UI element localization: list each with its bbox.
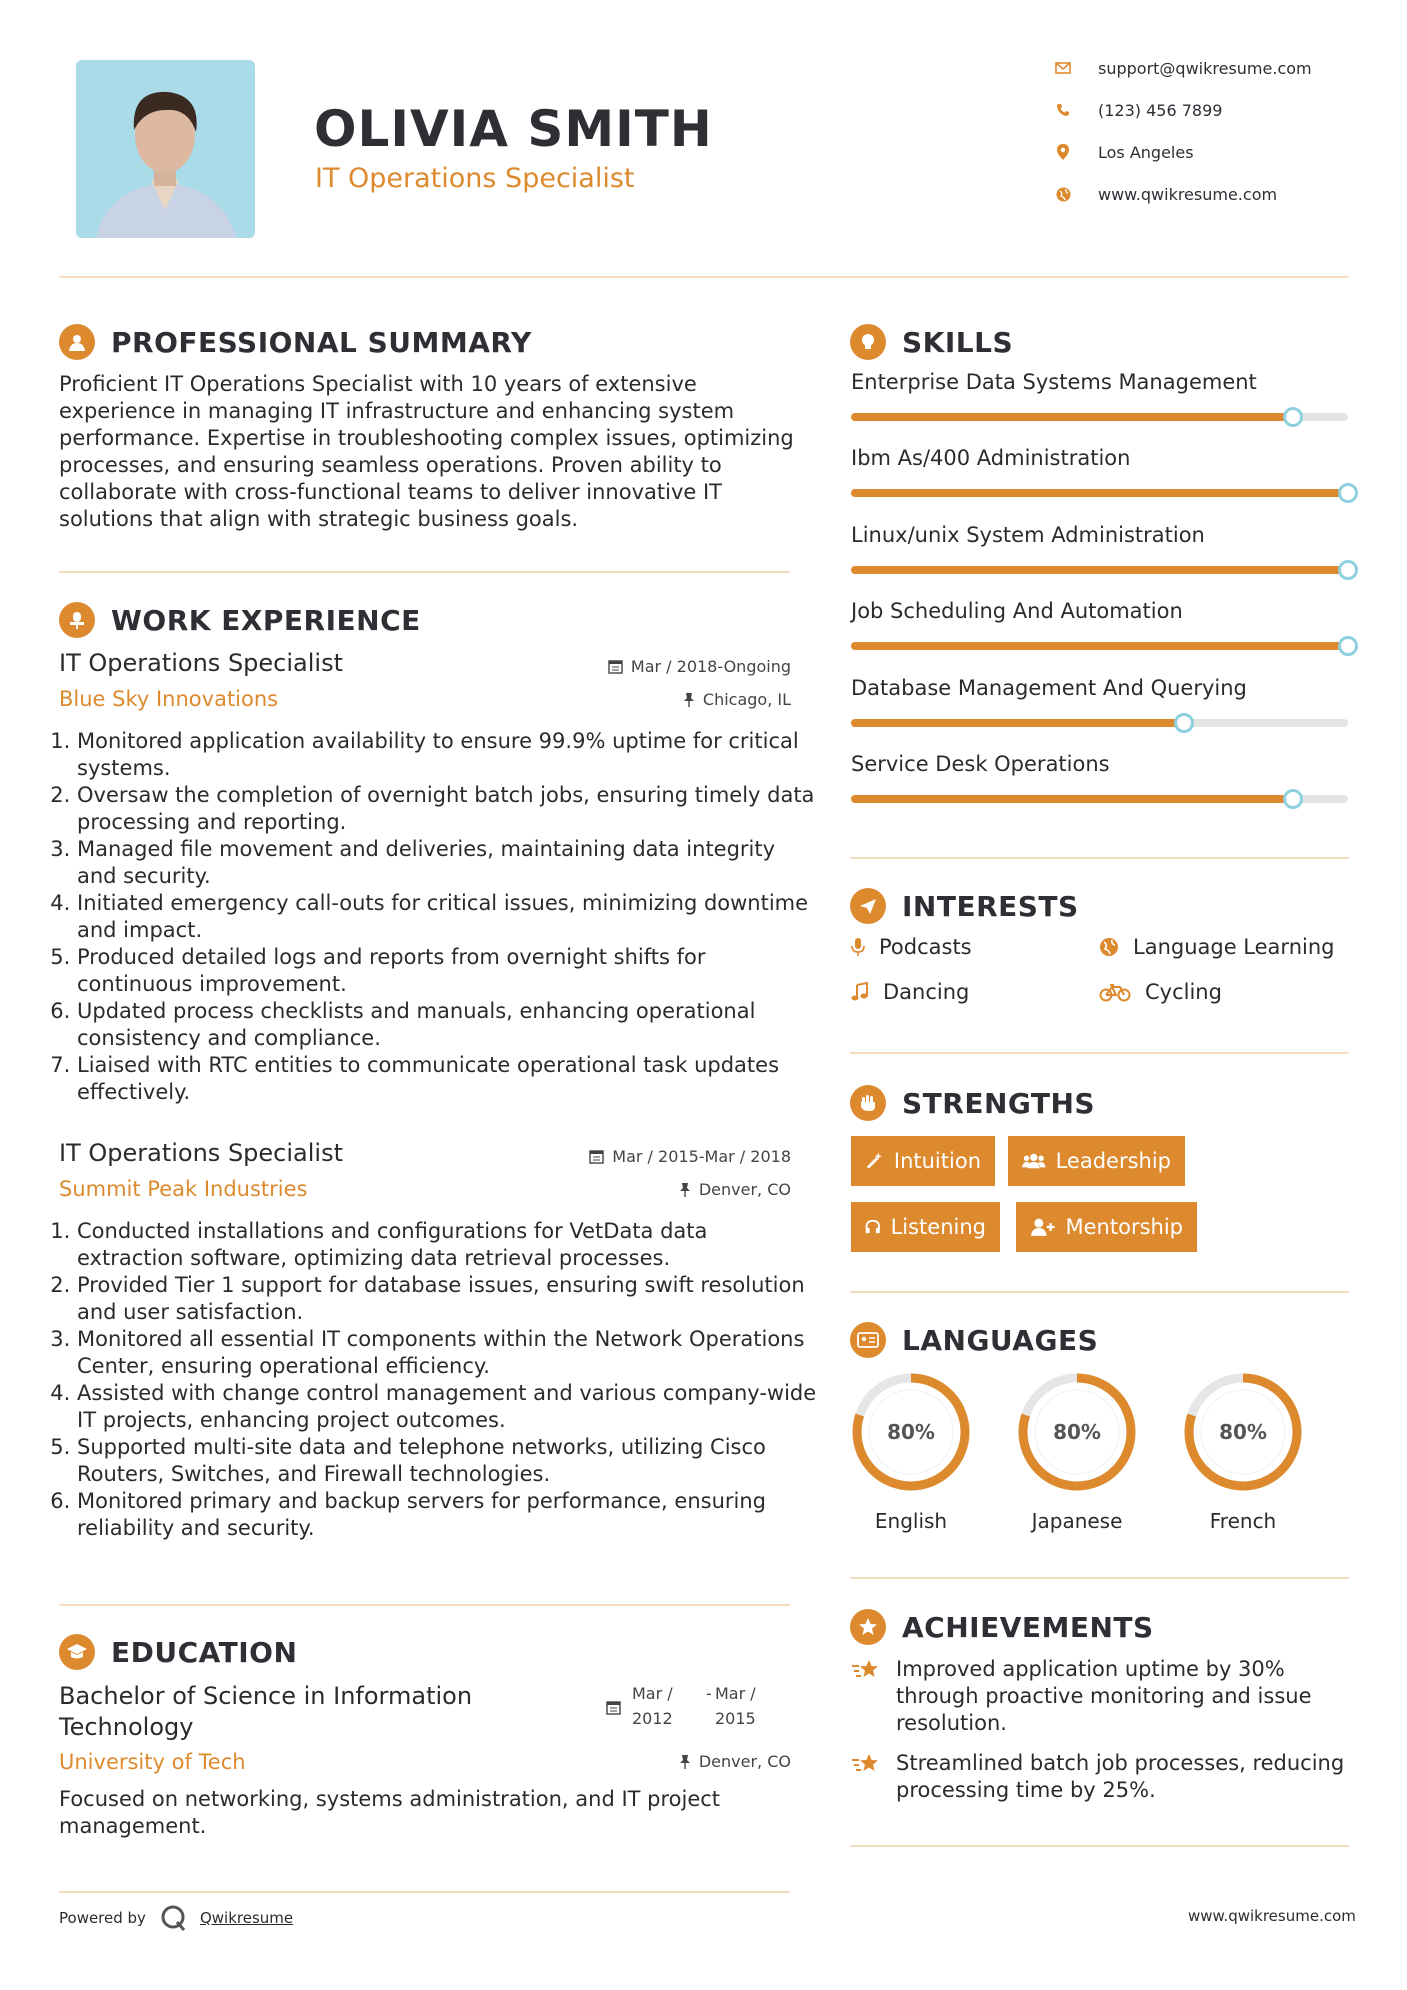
skill-level-bar: [851, 413, 1348, 421]
skill-item: [851, 676, 1356, 727]
interests-heading: INTERESTS: [850, 888, 1079, 924]
achievements-divider: [850, 1845, 1349, 1847]
skill-name: Service Desk Operations: [851, 752, 1110, 776]
achievement-2: Streamlined batch job processes, reducing processing time by 25%.: [851, 1750, 1356, 1804]
list-item: 1. Monitored application availability to ensure 99.9% uptime for critical systems.: [77, 728, 817, 782]
users-icon: [1022, 1151, 1046, 1171]
skill-level-knob: [1338, 483, 1358, 503]
list-item: 6. Updated process checklists and manuals, enhancing operational consistency and compliance.: [77, 998, 817, 1052]
experience-divider: [59, 1604, 790, 1606]
bicycle-icon: [1099, 982, 1131, 1002]
job-1-bullets: [59, 728, 817, 1106]
language-item: [1178, 1367, 1308, 1533]
job-2-location: Denver, CO: [560, 1180, 791, 1199]
skill-item: [851, 370, 1356, 421]
list-item: 3. Managed file movement and deliveries, maintaining data integrity and security.: [77, 836, 817, 890]
footer-website[interactable]: www.qwikresume.com: [1188, 1907, 1356, 1925]
skill-level-fill: [851, 489, 1348, 497]
education-description: Focused on networking, systems administration, and IT project management.: [59, 1787, 721, 1838]
job-2-bullets: [59, 1218, 817, 1542]
experience-heading: WORK EXPERIENCE: [59, 602, 421, 638]
list-item: 6. Monitored primary and backup servers for performance, ensuring reliability and security.: [77, 1488, 817, 1542]
language-name: French: [1209, 1509, 1277, 1533]
pushpin-icon: [679, 1182, 691, 1197]
skill-level-fill: [851, 795, 1293, 803]
music-note-icon: [851, 982, 869, 1002]
skill-level-bar: [851, 795, 1348, 803]
skill-level-knob: [1338, 636, 1358, 656]
contact-location: Los Angeles: [1052, 141, 1392, 163]
globe-icon: [1052, 187, 1074, 202]
list-item: 3. Monitored all essential IT components within the Network Operations Center, ensuring operational efficiency.: [77, 1326, 817, 1380]
languages-divider: [850, 1577, 1349, 1579]
summary-text: Proficient IT Operations Specialist with 10 years of extensive experience in managing IT infrastructure and enhancing system performance. Expertise in troubleshooting complex issues, optimizing processes, and ensuring seamless operations. Proven ability to collaborate with cross-functional teams to deliver innovative IT solutions that align with strategic business goals.: [59, 372, 794, 531]
skills-heading: SKILLS: [850, 324, 1013, 360]
skill-item: [851, 599, 1356, 650]
contact-phone[interactable]: (123) 456 7899: [1052, 99, 1392, 121]
skill-level-fill: [851, 719, 1184, 727]
skill-level-bar: [851, 642, 1348, 650]
contact-website[interactable]: www.qwikresume.com: [1052, 183, 1392, 205]
envelope-icon: [1052, 62, 1074, 74]
lightbulb-icon: [850, 324, 886, 360]
candidate-name: OLIVIA SMITH: [314, 100, 713, 158]
language-name: Japanese: [1031, 1509, 1123, 1533]
skill-level-knob: [1283, 407, 1303, 427]
job-2-company: Summit Peak Industries: [59, 1177, 308, 1201]
id-card-icon: [850, 1322, 886, 1358]
interest-podcasts: Podcasts: [851, 935, 972, 959]
headphones-icon: [865, 1217, 881, 1237]
star-icon: [850, 1609, 886, 1645]
list-item: 5. Produced detailed logs and reports from overnight shifts for continuous improvement.: [77, 944, 817, 998]
skill-name: Database Management And Querying: [851, 675, 1247, 700]
skill-item: [851, 523, 1356, 574]
skill-level-bar: [851, 489, 1348, 497]
skill-level-knob: [1283, 789, 1303, 809]
job-1-location: Chicago, IL: [560, 690, 791, 709]
skill-name: Linux/unix System Administration: [851, 522, 1205, 547]
language-ring: [846, 1367, 976, 1497]
calendar-icon: [608, 659, 623, 674]
languages-list: [846, 1367, 1356, 1557]
skill-level-knob: [1338, 560, 1358, 580]
phone-icon: [1052, 103, 1074, 117]
education-date: Mar / 2012 - Mar / 2015: [606, 1684, 791, 1734]
pushpin-icon: [679, 1754, 691, 1769]
language-percent: 80%: [1219, 1420, 1267, 1444]
skills-divider: [850, 857, 1349, 859]
skill-level-knob: [1174, 713, 1194, 733]
skill-name: Job Scheduling And Automation: [851, 599, 1183, 624]
language-item: [846, 1367, 976, 1533]
strength-mentorship: Mentorship: [1016, 1202, 1197, 1252]
pushpin-icon: [683, 692, 695, 707]
strength-listening: Listening: [851, 1202, 1000, 1252]
user-plus-icon: [1030, 1217, 1056, 1237]
job-1-date: Mar / 2018-Ongoing: [560, 657, 791, 676]
list-item: 1. Conducted installations and configurations for VetData data extraction software, optimizing data retrieval processes.: [77, 1218, 817, 1272]
list-item: 2. Provided Tier 1 support for database issues, ensuring swift resolution and user satisfaction.: [77, 1272, 817, 1326]
list-item: 7. Liaised with RTC entities to communicate operational task updates effectively.: [77, 1052, 817, 1106]
header-divider: [59, 276, 1349, 278]
skill-name: Enterprise Data Systems Management: [851, 370, 1257, 394]
strength-leadership: Leadership: [1008, 1136, 1185, 1186]
interest-cycling: Cycling: [1099, 980, 1222, 1004]
list-item: 5. Supported multi-site data and telephone networks, utilizing Cisco Routers, Switches, and Firewall technologies.: [77, 1434, 817, 1488]
achievement-1: Improved application uptime by 30% through proactive monitoring and issue resolution.: [851, 1656, 1356, 1737]
map-pin-icon: [1052, 144, 1074, 160]
calendar-icon: [589, 1149, 604, 1164]
user-icon: [59, 324, 95, 360]
briefcase-icon: [59, 602, 95, 638]
powered-by: Powered by Qwikresume: [59, 1904, 293, 1932]
language-name: English: [874, 1509, 948, 1533]
job-2-date: Mar / 2015-Mar / 2018: [540, 1147, 791, 1166]
skill-level-bar: [851, 566, 1348, 574]
education-divider: [59, 1891, 790, 1893]
candidate-title: IT Operations Specialist: [315, 163, 635, 194]
degree: Bachelor of Science in Information Technology: [59, 1682, 473, 1741]
job-1-title: IT Operations Specialist: [59, 649, 343, 677]
interests-divider: [850, 1052, 1349, 1054]
education-heading: EDUCATION: [59, 1634, 297, 1670]
list-item: 2. Oversaw the completion of overnight batch jobs, ensuring timely data processing and reporting.: [77, 782, 817, 836]
fist-icon: [850, 1085, 886, 1121]
calendar-icon: [606, 1700, 621, 1715]
languages-heading: LANGUAGES: [850, 1322, 1098, 1358]
profile-photo: [76, 60, 255, 238]
school: University of Tech: [59, 1750, 246, 1774]
skill-level-fill: [851, 642, 1348, 650]
graduation-cap-icon: [59, 1634, 95, 1670]
language-percent: 80%: [887, 1420, 935, 1444]
skill-level-fill: [851, 413, 1293, 421]
language-ring: [1012, 1367, 1142, 1497]
list-item: 4. Initiated emergency call-outs for critical issues, minimizing downtime and impact.: [77, 890, 817, 944]
language-item: [1012, 1367, 1142, 1533]
language-percent: 80%: [1053, 1420, 1101, 1444]
skill-name: Ibm As/400 Administration: [851, 446, 1131, 471]
skill-item: [851, 446, 1356, 497]
skill-item: [851, 752, 1356, 803]
skill-level-fill: [851, 566, 1348, 574]
strengths-heading: STRENGTHS: [850, 1085, 1095, 1121]
strength-intuition: Intuition: [851, 1136, 995, 1186]
summary-divider: [59, 571, 790, 573]
job-2-title: IT Operations Specialist: [59, 1139, 343, 1167]
list-item: 4. Assisted with change control management and various company-wide IT projects, enhancing project outcomes.: [77, 1380, 817, 1434]
education-location: Denver, CO: [560, 1752, 791, 1771]
achievements-heading: ACHIEVEMENTS: [850, 1609, 1154, 1645]
star-icon: [851, 1658, 883, 1684]
job-1-company: Blue Sky Innovations: [59, 687, 279, 711]
skill-level-bar: [851, 719, 1348, 727]
contact-email[interactable]: support@qwikresume.com: [1052, 57, 1392, 79]
paper-plane-icon: [850, 888, 886, 924]
magic-wand-icon: [865, 1151, 884, 1171]
star-icon: [851, 1752, 883, 1778]
globe-icon: [1099, 937, 1119, 957]
brand-link[interactable]: Qwikresume: [199, 1909, 294, 1927]
strengths-divider: [850, 1291, 1349, 1293]
language-ring: [1178, 1367, 1308, 1497]
interest-dancing: Dancing: [851, 980, 969, 1004]
microphone-icon: [851, 937, 865, 957]
qwikresume-logo-icon: [160, 1904, 188, 1932]
summary-heading: PROFESSIONAL SUMMARY: [59, 324, 532, 360]
interest-language-learning: Language Learning: [1099, 935, 1334, 959]
